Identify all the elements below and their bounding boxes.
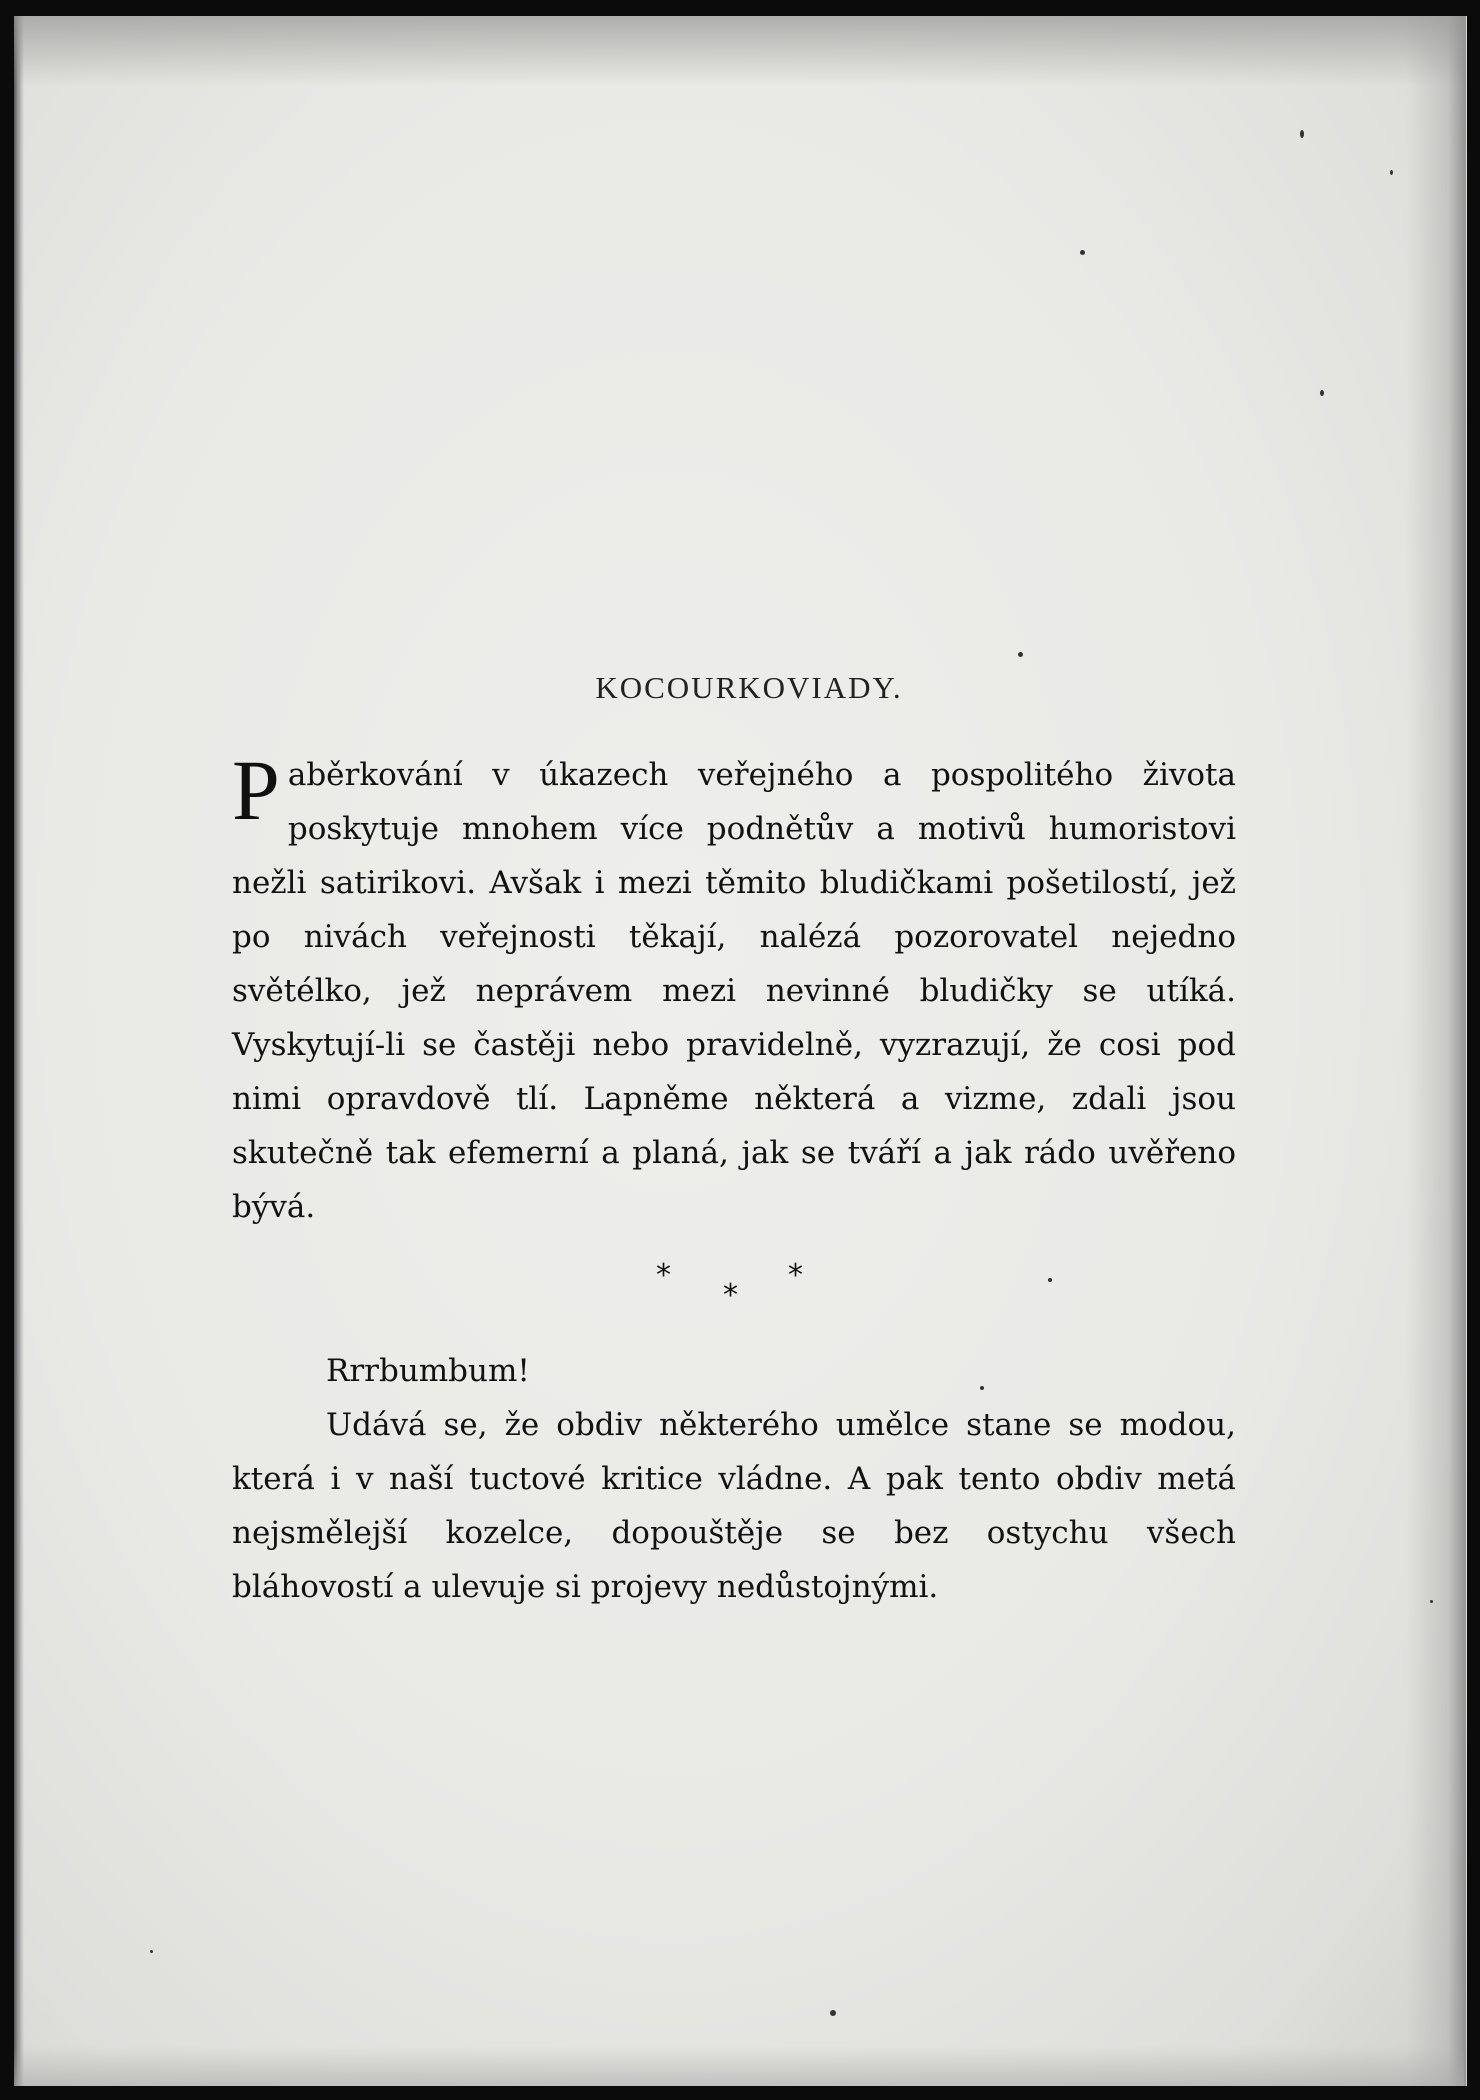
binding-edge [14, 16, 24, 2086]
page-edge-shadow-bottom [14, 2046, 1464, 2086]
separator-star: * [656, 1258, 671, 1293]
scan-speck [1018, 652, 1023, 657]
chapter-heading: KOCOURKOVIADY. [595, 670, 903, 705]
text-block [232, 670, 1236, 1614]
scan-speck [1430, 1600, 1433, 1603]
separator-star: * [723, 1278, 738, 1313]
scan-speck [830, 2010, 836, 2016]
scan-speck [150, 1950, 153, 1953]
paragraph-exclamation: Rrrbumbum! [326, 1353, 530, 1389]
page-edge-shadow-right [1406, 16, 1466, 2086]
drop-cap: P [232, 742, 280, 838]
paragraph-opening [232, 742, 1236, 1234]
scan-speck [1080, 250, 1085, 255]
page-edge-shadow-top [14, 16, 1464, 86]
scan-speck [1300, 130, 1304, 138]
separator-star: * [788, 1258, 803, 1293]
paragraph-opening-text: aběrkování v úkazech veřejného a pospolitého života poskytuje mnohem více podnětův a motivů humoristovi nežli satirikovi. Avšak i mezi těmito bludičkami pošetilostí, jež po nivách veřejnosti těkají, nalézá pozorovatel nejedno světélko, jež neprávem mezi nevinné bludičky se utíká. Vyskytují-li se častěji nebo pravidelně, vyzrazují, že cosi pod nimi opravdově tlí. Lapněme některá a vizme, zdali jsou skutečně tak efemerní a planá, jak se tváří a jak rádo uvěřeno bývá. [232, 757, 1236, 1225]
scan-speck [1320, 390, 1324, 396]
paragraph-body: Udává se, že obdiv některého umělce stane se modou, která i v naší tuctové kritice vládne. A pak tento obdiv metá nejsmělejší kozelce, dopouštěje se bez ostychu všech bláhovostí a ulevuje si projevy nedůstojnými. [232, 1407, 1236, 1605]
section-separator [232, 1252, 1236, 1342]
scan-speck [1390, 170, 1393, 175]
